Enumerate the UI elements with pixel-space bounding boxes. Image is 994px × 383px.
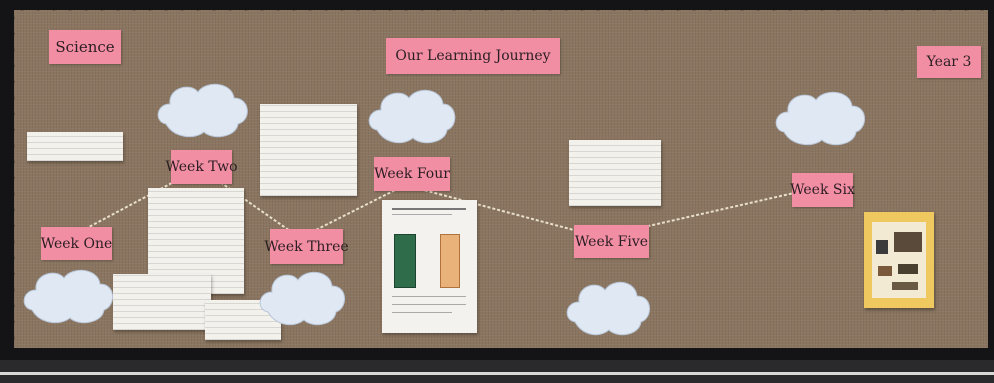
- thought-cloud: [772, 88, 868, 148]
- week-three-label: Week Three: [270, 229, 343, 264]
- worksheet-paper: [27, 132, 123, 161]
- green-drawing: [394, 234, 416, 288]
- board-title-label: Our Learning Journey: [386, 38, 560, 74]
- subject-label: Science: [49, 30, 121, 64]
- orange-drawing: [440, 234, 460, 288]
- worksheet-paper: [260, 104, 357, 196]
- poster: [864, 212, 934, 308]
- scalloped-border-top: [14, 2, 988, 18]
- week-six-label: Week Six: [792, 173, 853, 207]
- skirting-line: [0, 372, 994, 375]
- thought-cloud: [256, 264, 348, 328]
- scalloped-border-bottom: [14, 340, 988, 360]
- week-two-label: Week Two: [171, 150, 232, 184]
- worksheet-paper: [569, 140, 661, 206]
- thought-cloud: [365, 84, 459, 146]
- drawing-worksheet: [382, 200, 477, 333]
- thought-cloud: [20, 262, 116, 326]
- week-five-label: Week Five: [574, 225, 649, 258]
- year-label: Year 3: [917, 46, 981, 78]
- week-four-label: Week Four: [374, 157, 450, 191]
- worksheet-paper: [113, 274, 211, 330]
- week-one-label: Week One: [41, 227, 112, 260]
- thought-cloud: [563, 276, 653, 338]
- thought-cloud: [154, 78, 252, 140]
